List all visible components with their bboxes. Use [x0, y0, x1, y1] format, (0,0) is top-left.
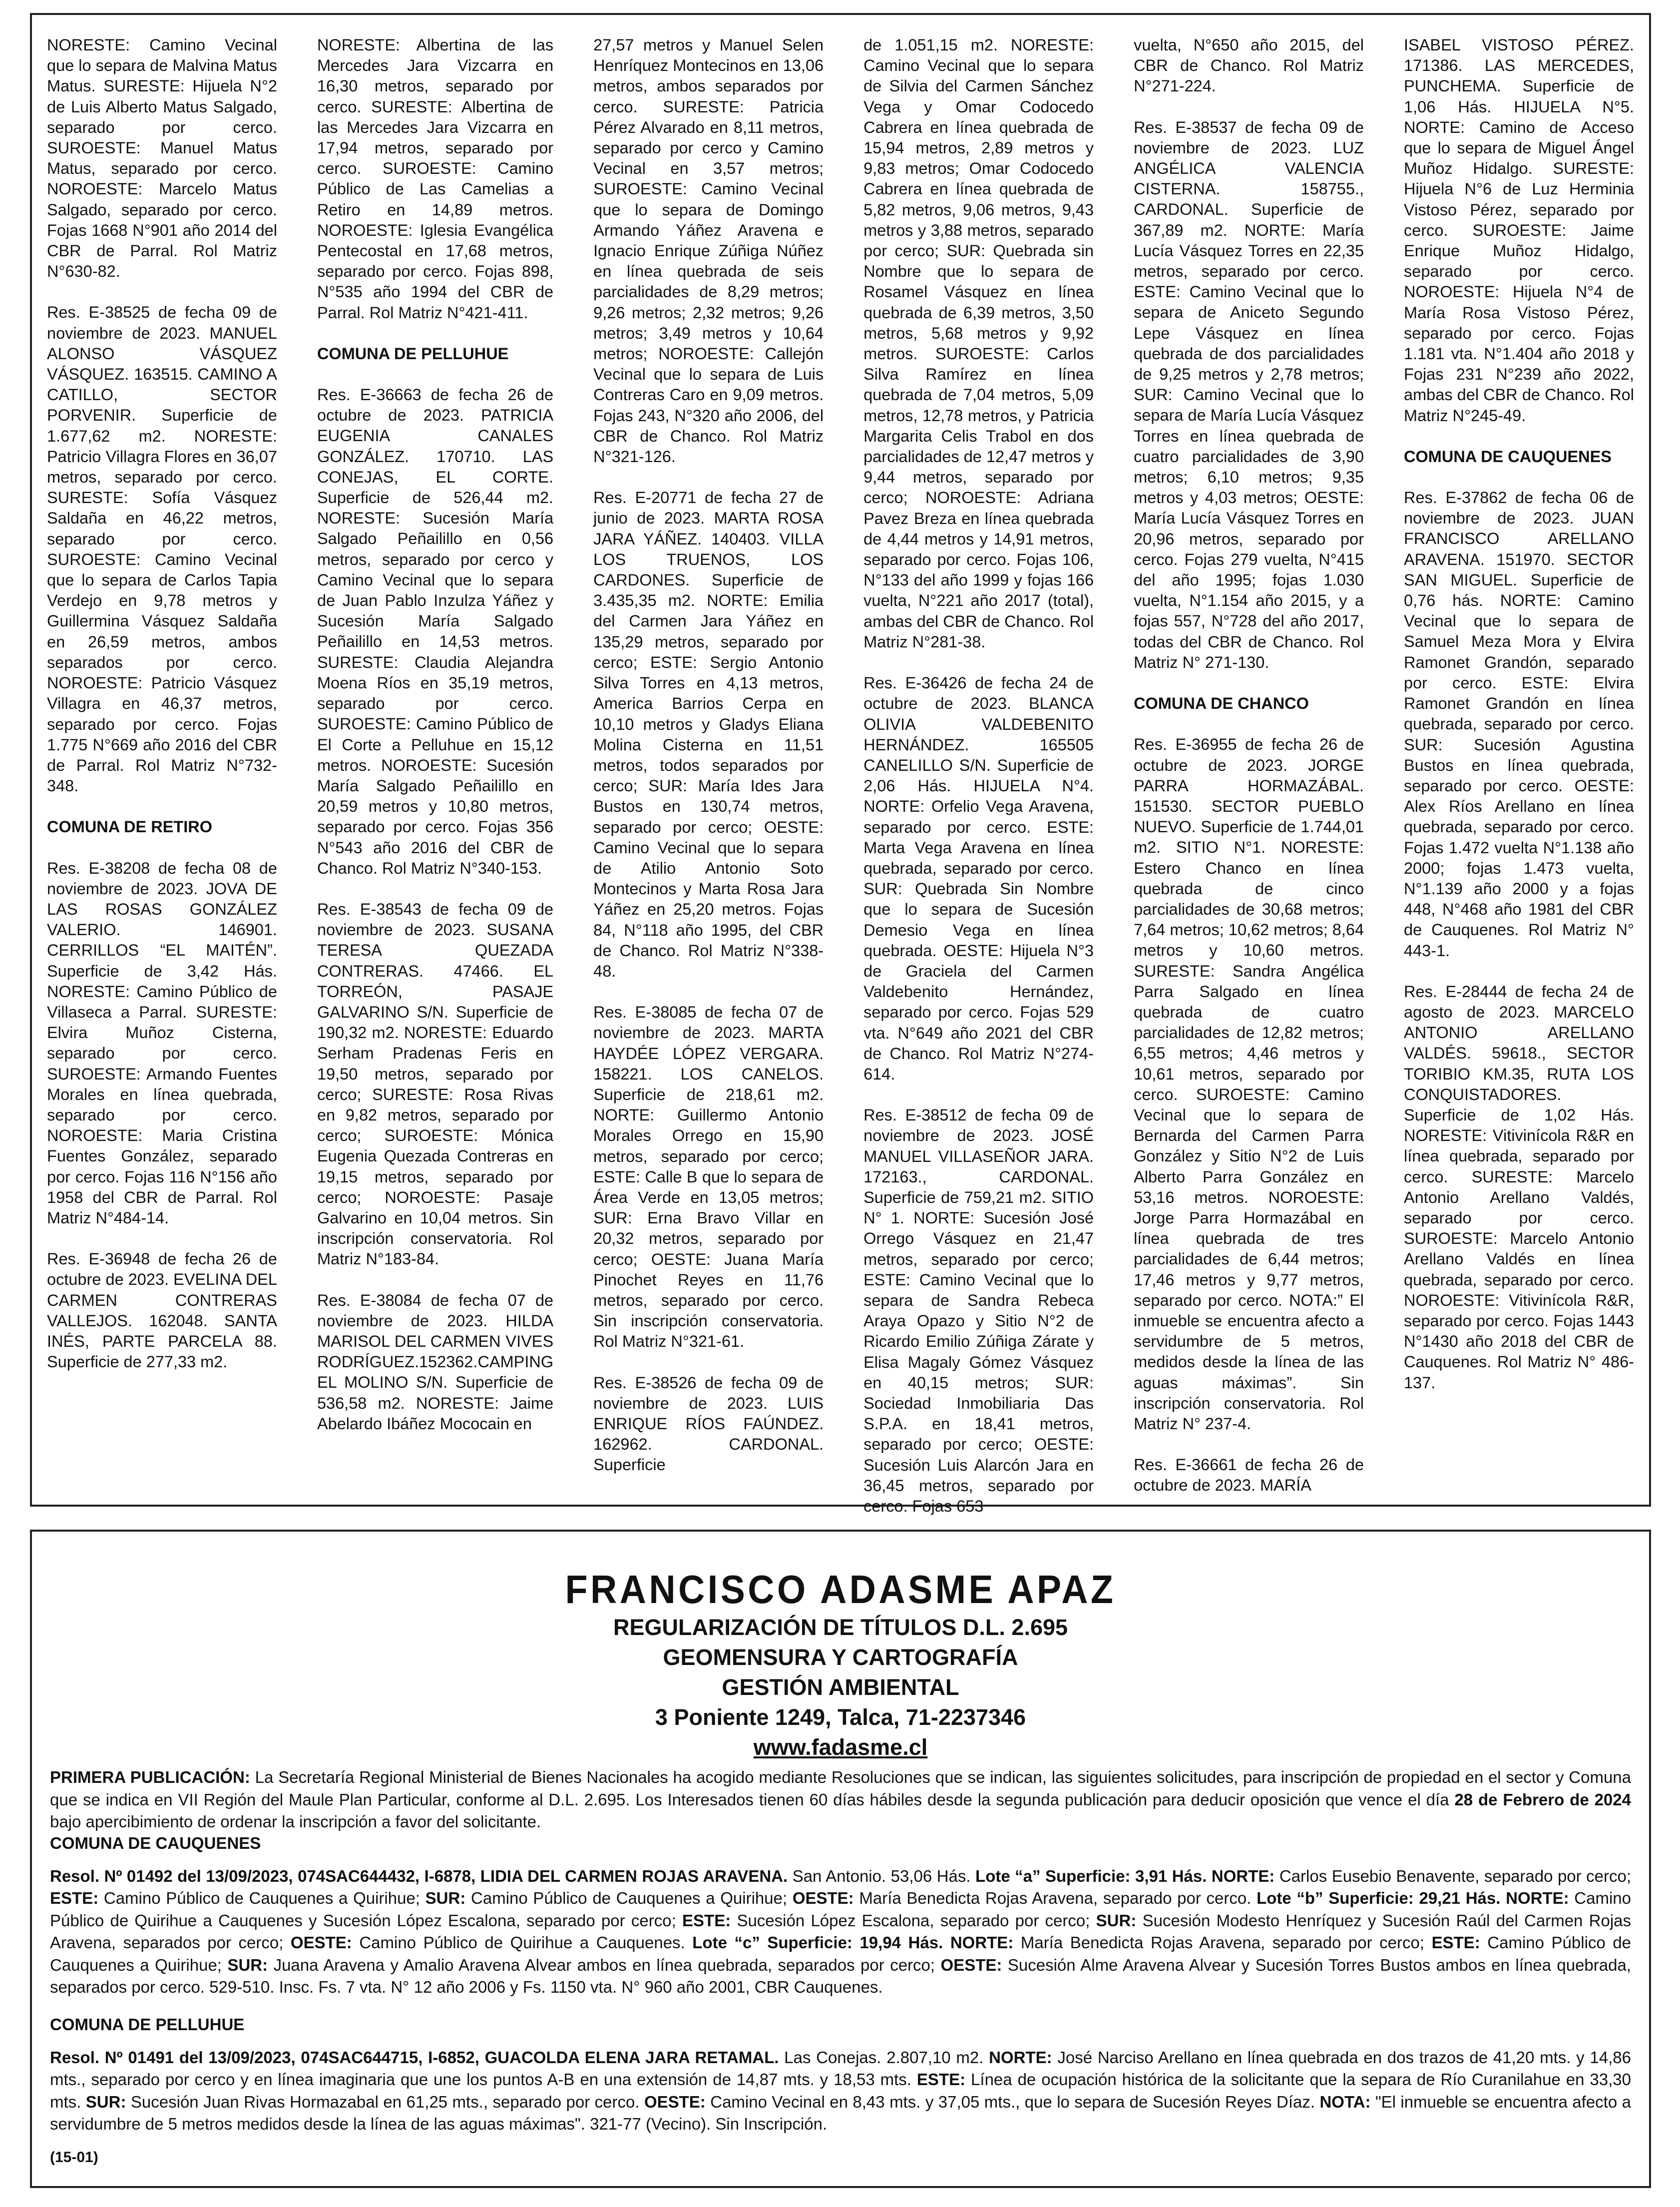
- intro-end: bajo apercibimiento de ordenar la inscripción a favor del solicitante.: [50, 1812, 541, 1831]
- resolution-text: Línea de ocupación histórica de la solicitante que la separa de Río Curanilahue en 33,30 mts.: [50, 2070, 1631, 2111]
- notice-entry: ISABEL VISTOSO PÉREZ. 171386. LAS MERCEDES, PUNCHEMA. Superficie de 1,06 Hás. HIJUELA N°5. NORTE: Camino de Acceso que lo separa de Miguel Ángel Muñoz Hidalgo. SURESTE: Hijuela N°6 de Luz Herminia Vistoso Pérez, separado por cerco. SUROESTE: Jaime Enrique Muñoz Hidalgo, separado por cerco. NOROESTE: Hijuela N°4 de María Rosa Vistoso Pérez, separado por cerco. Fojas 1.181 vta. N°1.404 año 2018 y Fojas 231 N°239 año 2022, ambas del CBR de Chanco. Rol Matriz N°245-49.: [1404, 36, 1634, 425]
- commune-heading-cauquenes: COMUNA DE CAUQUENES: [50, 1833, 261, 1852]
- commune-heading-pelluhue: COMUNA DE PELLUHUE: [50, 2015, 245, 2034]
- boundary-label: SUR:: [425, 1889, 466, 1907]
- boundary-label: NOTA:: [1319, 2092, 1371, 2111]
- notice-entry: Res. E-37862 de fecha 06 de noviembre de 2023. JUAN FRANCISCO ARELLANO ARAVENA. 151970. SECTOR SAN MIGUEL. Superficie de 0,76 hás. NORTE: Camino Vecinal que lo separa de Samuel Meza Mora y Elvira Ramonet Grandón, separado por cerco. ESTE: Elvira Ramonet Grandón en línea quebrada, separado por cerco. SUR: Sucesión Agustina Bustos en línea quebrada, separado por cerco. OESTE: Alex Ríos Arellano en línea quebrada, separado por cerco. Fojas 1.472 vuelta N°1.138 año 2000; fojas 1.473 vuelta, N°1.139 año 2000 y a fojas 448, N°468 año 1981 del CBR de Cauquenes. Rol Matriz N° 443-1.: [1404, 489, 1634, 960]
- notice-entry: Res. E-36948 de fecha 26 de octubre de 2023. EVELINA DEL CARMEN CONTRERAS VALLEJOS. 162048. SANTA INÉS, PARTE PARCELA 88. Superficie de 277,33 m2.: [47, 1250, 277, 1371]
- boundary-label: OESTE:: [644, 2092, 706, 2111]
- notice-column: [593, 35, 824, 1537]
- resolution-text: Sucesión Alme Aravena Alvear y Sucesión Torres Bustos ambos en línea quebrada, separados por cerco. 529-510. Insc. Fs. 7 vta. N° 12 año 2006 y Fs. 1150 vta. N° 960 año 2001, CBR Cauquenes.: [50, 1955, 1632, 1996]
- boundary-label: ESTE:: [1431, 1933, 1480, 1952]
- resolution-text: Camino Público de Cauquenes a Quirihue;: [50, 1933, 1632, 1974]
- advertiser-name: FRANCISCO ADASME APAZ: [565, 1567, 1116, 1612]
- advertiser-address: 3 Poniente 1249, Talca, 71-2237346: [655, 1704, 1026, 1730]
- notice-entry: de 1.051,15 m2. NORESTE: Camino Vecinal que lo separa de Silvia del Carmen Sánchez Vega y Omar Codocedo Cabrera en línea quebrada de 15,94 metros, 2,89 metros y 9,83 metros; Omar Codocedo Cabrera en línea quebrada de 5,82 metros, 9,06 metros, 9,43 metros y 3,88 metros, separado por cerco; SUR: Quebrada sin Nombre que lo separa de Rosamel Vásquez en línea quebrada de 6,39 metros, 3,50 metros, 5,68 metros y 9,92 metros. SUROESTE: Carlos Silva Ramírez en línea quebrada de 7,04 metros, 5,09 metros, 12,78 metros, y Patricia Margarita Celis Trabol en dos parcialidades de 12,47 metros y 9,44 metros, separado por cerco; NOROESTE: Adriana Pavez Breza en línea quebrada de 4,44 metros y 14,91 metros, separado por cerco. Fojas 106, N°133 del año 1999 y fojas 166 vuelta, N°221 año 2017 (total), ambas del CBR de Chanco. Rol Matriz N°281-38.: [863, 36, 1094, 651]
- resolution-text: Camino Público de Quirihue a Cauquenes.: [352, 1933, 693, 1952]
- boundary-label: OESTE:: [290, 1933, 352, 1952]
- intro-text: La Secretaría Regional Ministerial de Bienes Nacionales ha acogido mediante Resoluciones que se indican, las siguientes solicitudes, para inscripción de propiedad en el sector y Comuna que se indica en VII Región del Maule Plan Particular, conforme al D.L. 2.695. Los Interesados tienen 60 días hábiles desde la segunda publicación para deducir oposición que vence el día: [50, 1768, 1632, 1809]
- advertiser-banner: [32, 1567, 1649, 1762]
- boundary-label: SUR:: [85, 2092, 126, 2111]
- notice-column: [863, 35, 1094, 1537]
- notice-entry: Res. E-38543 de fecha 09 de noviembre de 2023. SUSANA TERESA QUEZADA CONTRERAS. 47466. EL TORREÓN, PASAJE GALVARINO S/N. Superficie de 190,32 m2. NORESTE: Eduardo Serham Pradenas Feris en 19,50 metros, separado por cerco; SURESTE: Rosa Rivas en 9,82 metros, separado por cerco; SUROESTE: Mónica Eugenia Quezada Contreras en 19,15 metros, separado por cerco; NOROESTE: Pasaje Galvarino en 10,04 metros. Sin inscripción conservatoria. Rol Matriz N°183-84.: [317, 900, 554, 1268]
- resolution-text: San Antonio. 53,06 Hás.: [788, 1866, 976, 1885]
- advertiser-website-link[interactable]: www.fadasme.cl: [753, 1734, 928, 1760]
- notice-entry: 27,57 metros y Manuel Selen Henríquez Montecinos en 13,06 metros, ambos separados por cerco. SURESTE: Patricia Pérez Alvarado en 8,11 metros, separado por cerco y Camino Vecinal en 3,57 metros; SUROESTE: Camino Vecinal que lo separa de Domingo Armando Yáñez Aravena e Ignacio Enrique Zúñiga Núñez en línea quebrada de seis parcialidades de 8,29 metros; 9,26 metros; 2,32 metros; 9,26 metros; 3,49 metros y 10,64 metros; NOROESTE: Callejón Vecinal que lo separa de Luis Contreras Caro en 9,09 metros. Fojas 243, N°320 año 2006, del CBR de Chanco. Rol Matriz N°321-126.: [593, 36, 824, 466]
- notice-column: [1134, 35, 1364, 1537]
- deadline-date: 28 de Febrero de 2024: [1454, 1790, 1631, 1809]
- boundary-label: OESTE:: [940, 1955, 1002, 1974]
- boundary-label: ESTE:: [682, 1911, 731, 1930]
- boundary-label: ESTE:: [916, 2070, 966, 2089]
- resolution-01491: [50, 2047, 1631, 2136]
- commune-heading: COMUNA DE CHANCO: [1134, 694, 1309, 713]
- notice-entry: Res. E-38537 de fecha 09 de noviembre de 2023. LUZ ANGÉLICA VALENCIA CISTERNA. 158755., CARDONAL. Superficie de 367,89 m2. NORTE: María Lucía Vásquez Torres en 22,35 metros, separado por cerco. ESTE: Camino Vecinal que lo separa de Aniceto Segundo Lepe Vásquez en línea quebrada de dos parcialidades de 9,25 metros y 2,78 metros; SUR: Camino Vecinal que lo separa de María Lucía Vásquez Torres en línea quebrada de cuatro parcialidades de 3,90 metros; 6,10 metros; 9,35 metros y 4,03 metros; OESTE: María Lucía Vásquez Torres en 20,96 metros, separado por cerco. Fojas 279 vuelta, N°415 del año 1995; fojas 1.030 vuelta, N°1.154 año 2015, y a fojas 557, N°728 del año 2017, todas del CBR de Chanco. Rol Matriz N° 271-130.: [1134, 118, 1364, 671]
- publication-notice: [50, 1766, 1631, 2143]
- notice-entry: Res. E-38512 de fecha 09 de noviembre de 2023. JOSÉ MANUEL VILLASEÑOR JARA. 172163., CARDONAL. Superficie de 759,21 m2. SITIO N° 1. NORTE: Sucesión José Orrego Vásquez en 21,47 metros, separado por cerco; ESTE: Camino Vecinal que lo separa de Sandra Rebeca Araya Opazo y Sitio N°2 de Ricardo Emilio Zúñiga Zárate y Elisa Magaly Gómez Vásquez en 40,15 metros; SUR: Sociedad Inmobiliaria Das S.P.A. en 18,41 metros, separado por cerco; OESTE: Sucesión Luis Alarcón Jara en 36,45 metros, separado por cerco. Fojas 653: [863, 1106, 1094, 1516]
- intro-paragraph: [50, 1766, 1631, 1833]
- notice-column: [1404, 35, 1634, 1537]
- notice-column: [47, 35, 277, 1537]
- resolution-text: José Narciso Arellano en línea quebrada en dos trazos de 41,20 mts. y 14,86 mts., separado por cerco y en línea imaginaria que une los puntos A-B en una extensión de 14,87 mts. y 18,53 mts.: [50, 2048, 1631, 2089]
- notice-entry: Res. E-38208 de fecha 08 de noviembre de 2023. JOVA DE LAS ROSAS GONZÁLEZ VALERIO. 146901. CERRILLOS “EL MAITÉN”. Superficie de 3,42 Hás. NORESTE: Camino Público de Villaseca a Parral. SURESTE: Elvira Muñoz Cisterna, separado por cerco. SUROESTE: Armando Fuentes Morales en línea quebrada, separado por cerco. NOROESTE: Maria Cristina Fuentes González, separado por cerco. Fojas 116 N°156 año 1958 del CBR de Parral. Rol Matriz N°484-14.: [47, 859, 277, 1227]
- boundary-label: SUR:: [1096, 1911, 1137, 1930]
- notices-box: [30, 13, 1651, 1516]
- boundary-label: OESTE:: [792, 1889, 854, 1907]
- notice-entry: Res. E-36426 de fecha 24 de octubre de 2023. BLANCA OLIVIA VALDEBENITO HERNÁNDEZ. 165505 CANELILLO S/N. Superficie de 2,06 Hás. HIJUELA N°4. NORTE: Orfelio Vega Aravena, separado por cerco. ESTE: Marta Vega Aravena en línea quebrada, separado por cerco. SUR: Quebrada Sin Nombre que lo separa de Sucesión Demesio Vega en línea quebrada. OESTE: Hijuela N°3 de Graciela del Carmen Valdebenito Hernández, separado por cerco. Fojas 529 vta. N°649 año 2021 del CBR de Chanco. Rol Matriz N°274-614.: [863, 674, 1094, 1083]
- resolution-text: Camino Público de Cauquenes a Quirihue;: [98, 1889, 425, 1907]
- notice-entry: Res. E-38525 de fecha 09 de noviembre de 2023. MANUEL ALONSO VÁSQUEZ VÁSQUEZ. 163515. CAMINO A CATILLO, SECTOR PORVENIR. Superficie de 1.677,62 m2. NORESTE: Patricio Villagra Flores en 36,07 metros, separado por cerco. SURESTE: Sofía Vásquez Saldaña en 46,22 metros, separado por cerco. SUROESTE: Camino Vecinal que lo separa de Carlos Tapia Verdejo en 9,78 metros y Guillermina Vásquez Saldaña en 26,59 metros, ambos separados por cerco. NOROESTE: Patricio Vásquez Villagra en 46,37 metros, separado por cerco. Fojas 1.775 N°669 año 2016 del CBR de Parral. Rol Matriz N°732-348.: [47, 303, 277, 795]
- boundary-label: NORTE:: [989, 2048, 1052, 2067]
- commune-heading: COMUNA DE CAUQUENES: [1404, 447, 1612, 466]
- boundary-label: SUR:: [227, 1955, 268, 1974]
- resolution-text: Camino Vecinal en 8,43 mts. y 37,05 mts., que lo separa de Sucesión Reyes Díaz.: [705, 2092, 1320, 2111]
- resolution-text: Sucesión López Escalona, separado por cerco;: [731, 1911, 1096, 1930]
- boundary-label: ESTE:: [50, 1889, 99, 1907]
- resolution-text: María Benedicta Rojas Aravena, separado por cerco.: [853, 1889, 1257, 1907]
- boundary-label: Lote “b” Superficie: 29,21 Hás. NORTE:: [1257, 1889, 1569, 1907]
- resolution-text: Sucesión Modesto Henríquez y Sucesión Raúl del Carmen Rojas Aravena, separados por cerco;: [50, 1911, 1632, 1952]
- notice-entry: Res. E-38526 de fecha 09 de noviembre de 2023. LUIS ENRIQUE RÍOS FAÚNDEZ. 162962. CARDONAL. Superficie: [593, 1373, 824, 1474]
- notice-entry: Res. E-36661 de fecha 26 de octubre de 2023. MARÍA: [1134, 1456, 1364, 1495]
- resolution-text: Camino Público de Cauquenes a Quirihue;: [465, 1889, 793, 1907]
- intro-label: PRIMERA PUBLICACIÓN:: [50, 1768, 250, 1786]
- service-line-3: GESTIÓN AMBIENTAL: [722, 1674, 959, 1700]
- notice-entry: Res. E-36663 de fecha 26 de octubre de 2023. PATRICIA EUGENIA CANALES GONZÁLEZ. 170710. LAS CONEJAS, EL CORTE. Superficie de 526,44 m2. NORESTE: Sucesión María Salgado Peñailillo en 0,56 metros, separado por cerco y Camino Vecinal que lo separa de Juan Pablo Inzulza Yáñez y Sucesión María Salgado Peñailillo en 14,53 metros. SURESTE: Claudia Alejandra Moena Ríos en 35,19 metros, separado por cerco. SUROESTE: Camino Público de El Corte a Pelluhue en 15,12 metros. NOROESTE: Sucesión María Salgado Peñailillo en 20,59 metros y 10,80 metros, separado por cerco. Fojas 356 N°543 año 2016 del CBR de Chanco. Rol Matriz N°340-153.: [317, 386, 554, 877]
- resolution-text: Camino Público de Quirihue a Cauquenes y Sucesión López Escalona, separado por cerco;: [50, 1889, 1632, 1930]
- notice-entry: Res. E-38084 de fecha 07 de noviembre de 2023. HILDA MARISOL DEL CARMEN VIVES RODRÍGUEZ.152362.CAMPING EL MOLINO S/N. Superficie de 536,58 m2. NORESTE: Jaime Abelardo Ibáñez Mococain en: [317, 1291, 554, 1433]
- boundary-label: Lote “a” Superficie: 3,91 Hás. NORTE:: [975, 1866, 1275, 1885]
- publication-code: (15-01): [50, 2149, 98, 2166]
- service-line-2: GEOMENSURA Y CARTOGRAFÍA: [663, 1645, 1018, 1670]
- commune-heading: COMUNA DE RETIRO: [47, 818, 213, 836]
- service-line-1: REGULARIZACIÓN DE TÍTULOS D.L. 2.695: [613, 1615, 1068, 1640]
- notice-entry: NORESTE: Camino Vecinal que lo separa de Malvina Matus Matus. SURESTE: Hijuela N°2 de Luis Alberto Matus Salgado, separado por cerco. SUROESTE: Manuel Matus Matus, separado por cerco. NOROESTE: Marcelo Matus Salgado, separado por cerco. Fojas 1668 N°901 año 2014 del CBR de Parral. Rol Matriz N°630-82.: [47, 36, 277, 281]
- notice-entry: Res. E-28444 de fecha 24 de agosto de 2023. MARCELO ANTONIO ARELLANO VALDÉS. 59618., SECTOR TORIBIO KM.35, RUTA LOS CONQUISTADORES. Superficie de 1,02 Hás. NORESTE: Vitivinícola R&R en línea quebrada, separado por cerco. SURESTE: Marcelo Antonio Arellano Valdés, separado por cerco. SUROESTE: Marcelo Antonio Arellano Valdés en línea quebrada, separado por cerco. NOROESTE: Vitivinícola R&R, separado por cerco. Fojas 1443 N°1430 año 2018 del CBR de Cauquenes. Rol Matriz N° 486-137.: [1404, 982, 1634, 1392]
- notice-columns: [47, 35, 1634, 1516]
- notice-column: [317, 35, 553, 1537]
- commune-heading: COMUNA DE PELLUHUE: [317, 344, 509, 363]
- resolution-text: Sucesión Juan Rivas Hormazabal en 61,25 mts., separado por cerco.: [126, 2092, 644, 2111]
- resolution-text: María Benedicta Rojas Aravena, separado por cerco;: [1013, 1933, 1432, 1952]
- resolution-01492: [50, 1865, 1631, 1999]
- notice-entry: Res. E-38085 de fecha 07 de noviembre de 2023. MARTA HAYDÉE LÓPEZ VERGARA. 158221. LOS CANELOS. Superficie de 218,61 m2. NORTE: Guillermo Antonio Morales Orrego en 15,90 metros, separado por cerco; ESTE: Calle B que lo separa de Área Verde en 13,05 metros; SUR: Erna Bravo Villar en 20,32 metros, separado por cerco; OESTE: Juana María Pinochet Reyes en 11,76 metros, separado por cerco. Sin inscripción conservatoria. Rol Matriz N°321-61.: [593, 1003, 824, 1351]
- resolution-text: Juana Aravena y Amalio Aravena Alvear ambos en línea quebrada, separados por cerco;: [268, 1955, 941, 1974]
- boundary-label: Lote “c” Superficie: 19,94 Hás. NORTE:: [692, 1933, 1014, 1952]
- resolution-text: Carlos Eusebio Benavente, separado por cerco;: [1274, 1866, 1631, 1885]
- resolution-text: "El inmueble se encuentra afecto a servidumbre de 5 metros medidos desde la línea de las aguas máximas". 321-77 (Vecino). Sin Inscripción.: [50, 2092, 1631, 2133]
- notice-entry: Res. E-20771 de fecha 27 de junio de 2023. MARTA ROSA JARA YÁÑEZ. 140403. VILLA LOS TRUENOS, LOS CARDONES. Superficie de 3.435,35 m2. NORTE: Emilia del Carmen Jara Yáñez en 135,29 metros, separado por cerco; ESTE: Sergio Antonio Silva Torres en 4,13 metros, America Barrios Cerpa en 10,10 metros y Gladys Eliana Molina Cisterna en 11,51 metros, todos separados por cerco; SUR: María Ides Jara Bustos en 130,74 metros, separado por cerco; OESTE: Camino Vecinal que lo separa de Atilio Antonio Soto Montecinos y Marta Rosa Jara Yáñez en 25,20 metros. Fojas 84, N°118 año 1995, del CBR de Chanco. Rol Matriz N°338-48.: [593, 489, 824, 980]
- notice-entry: Res. E-36955 de fecha 26 de octubre de 2023. JORGE PARRA HORMAZÁBAL. 151530. SECTOR PUEBLO NUEVO. Superficie de 1.744,01 m2. SITIO N°1. NORESTE: Estero Chanco en línea quebrada de cinco parcialidades de 30,68 metros; 7,64 metros; 10,62 metros; 8,64 metros y 10,60 metros. SURESTE: Sandra Angélica Parra Salgado en línea quebrada de cuatro parcialidades de 12,82 metros; 6,55 metros; 4,46 metros y 10,61 metros, separado por cerco. SUROESTE: Camino Vecinal que lo separa de Bernarda del Carmen Parra González y Sitio N°2 de Luis Alberto Parra González en 53,16 metros. NOROESTE: Jorge Parra Hormazábal en línea quebrada de tres parcialidades de 6,44 metros; 17,46 metros y 9,77 metros, separado por cerco. NOTA:” El inmueble se encuentra afecto a servidumbre de 5 metros, medidos desde la línea de las aguas máximas”. Sin inscripción conservatoria. Rol Matriz N° 237-4.: [1134, 735, 1364, 1433]
- advertisement-box: [30, 1530, 1651, 2188]
- resolution-01492-head: Resol. Nº 01492 del 13/09/2023, 074SAC644432, I-6878, LIDIA DEL CARMEN ROJAS ARAVENA.: [50, 1866, 788, 1885]
- resolution-01491-head: Resol. Nº 01491 del 13/09/2023, 074SAC644715, I-6852, GUACOLDA ELENA JARA RETAMAL.: [50, 2048, 779, 2067]
- resolution-text: Las Conejas. 2.807,10 m2.: [779, 2048, 989, 2067]
- notice-entry: NORESTE: Albertina de las Mercedes Jara Vizcarra en 16,30 metros, separado por cerco. SURESTE: Albertina de las Mercedes Jara Vizcarra en 17,94 metros, separado por cerco. SUROESTE: Camino Público de Las Camelias a Retiro en 14,89 metros. NOROESTE: Iglesia Evangélica Pentecostal en 17,68 metros, separado por cerco. Fojas 898, N°535 año 1994 del CBR de Parral. Rol Matriz N°421-411.: [317, 36, 554, 322]
- notice-entry: vuelta, N°650 año 2015, del CBR de Chanco. Rol Matriz N°271-224.: [1134, 36, 1364, 95]
